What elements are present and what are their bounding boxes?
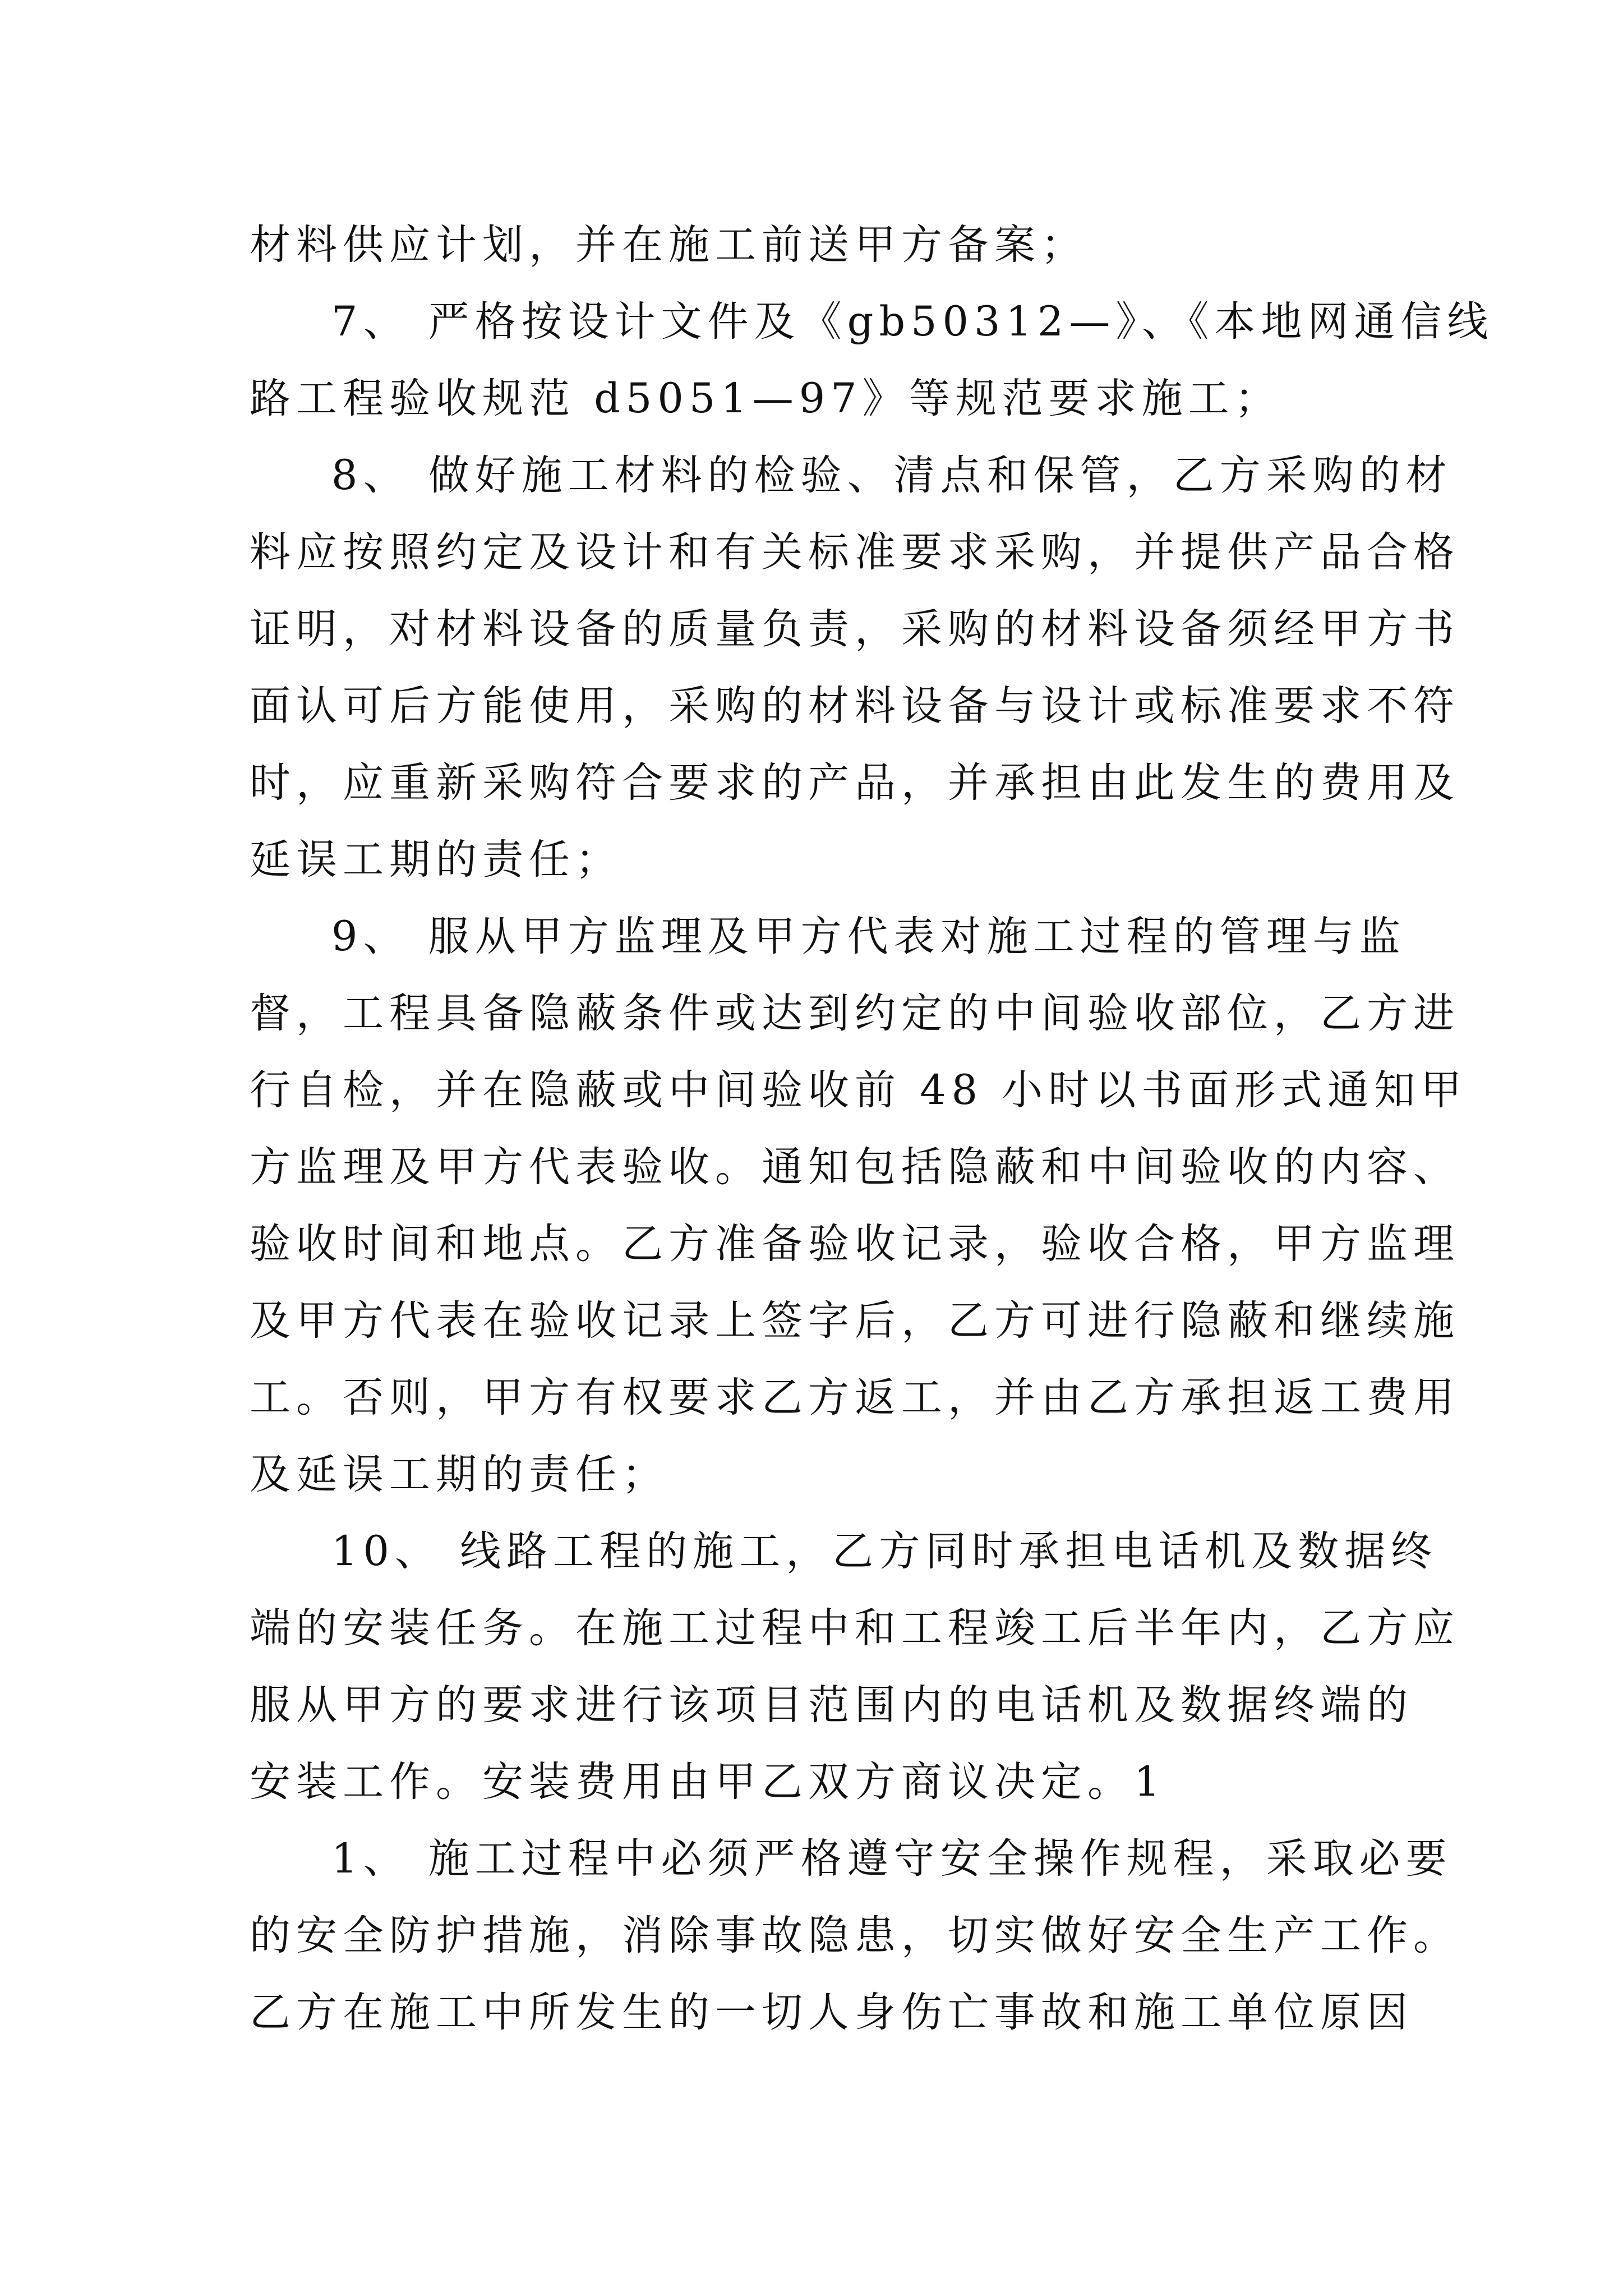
text-line: 路工程验收规范 d5051—97》等规范要求施工； — [250, 375, 1281, 422]
text-line: 行自检，并在隐蔽或中间验收前 48 小时以书面形式通知甲 — [250, 1066, 1468, 1114]
text-line: 材料供应计划，并在施工前送甲方备案； — [250, 221, 1087, 269]
text-line: 料应按照约定及设计和有关标准要求采购，并提供产品合格 — [250, 528, 1460, 576]
text-line: 及甲方代表在验收记录上签字后，乙方可进行隐蔽和继续施 — [250, 1297, 1460, 1345]
text-line: 服从甲方的要求进行该项目范围内的电话机及数据终端的 — [250, 1681, 1413, 1729]
text-line: 乙方在施工中所发生的一切人身伤亡事故和施工单位原因 — [250, 1989, 1413, 2036]
text-line: 的安全防护措施，消除事故隐患，切实做好安全生产工作。 — [250, 1912, 1460, 1959]
text-line: 证明，对材料设备的质量负责，采购的材料设备须经甲方书 — [250, 605, 1460, 653]
text-line: 7、 严格按设计文件及《gb50312—》、《本地网通信线 — [331, 298, 1494, 346]
text-line: 1、 施工过程中必须严格遵守安全操作规程，采取必要 — [331, 1835, 1453, 1883]
text-line: 端的安装任务。在施工过程中和工程竣工后半年内，乙方应 — [250, 1604, 1460, 1652]
text-line: 方监理及甲方代表验收。通知包括隐蔽和中间验收的内容、 — [250, 1143, 1460, 1191]
text-line: 及延误工期的责任； — [250, 1451, 668, 1498]
text-line: 8、 做好施工材料的检验、清点和保管，乙方采购的材 — [331, 452, 1453, 499]
text-line: 面认可后方能使用，采购的材料设备与设计或标准要求不符 — [250, 682, 1460, 730]
text-line: 延误工期的责任； — [250, 836, 622, 884]
text-line: 工。否则，甲方有权要求乙方返工，并由乙方承担返工费用 — [250, 1374, 1460, 1421]
text-line: 10、 线路工程的施工，乙方同时承担电话机及数据终 — [331, 1527, 1438, 1575]
text-line: 督，工程具备隐蔽条件或达到约定的中间验收部位，乙方进 — [250, 990, 1460, 1037]
text-line: 时，应重新采购符合要求的产品，并承担由此发生的费用及 — [250, 759, 1460, 807]
text-line: 9、 服从甲方监理及甲方代表对施工过程的管理与监 — [331, 913, 1406, 960]
text-line: 安装工作。安装费用由甲乙双方商议决定。1 — [250, 1758, 1166, 1806]
text-line: 验收时间和地点。乙方准备验收记录，验收合格，甲方监理 — [250, 1220, 1460, 1268]
